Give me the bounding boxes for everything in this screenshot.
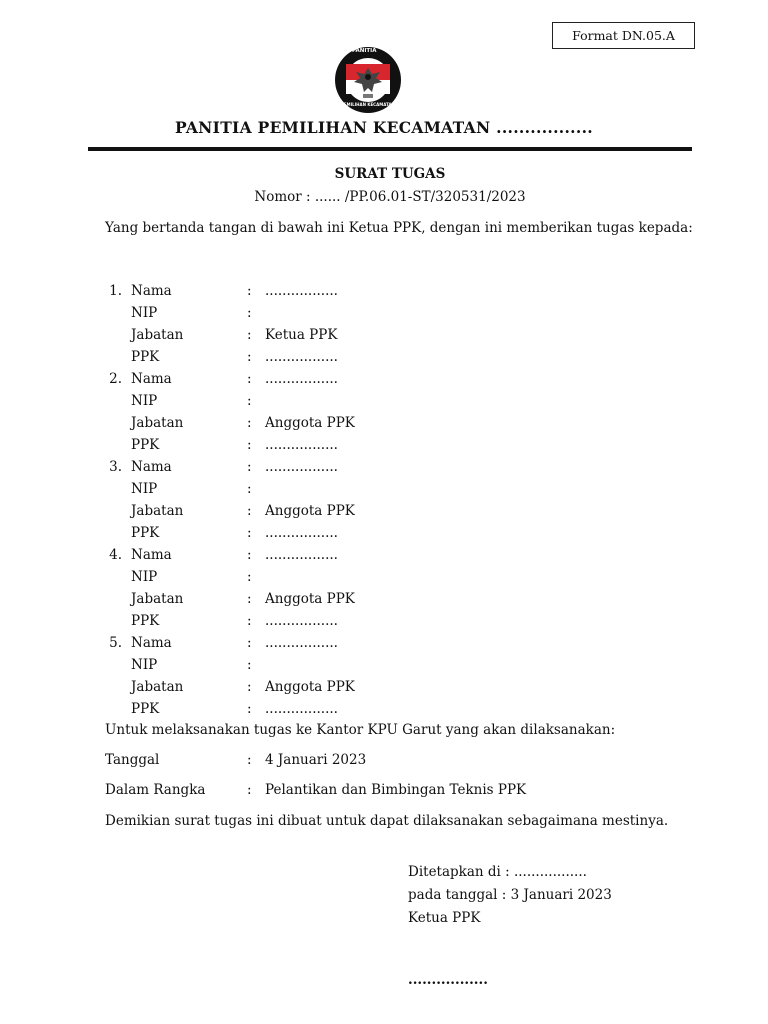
member-ppk-value: ................. (265, 349, 338, 365)
member-name-value: ................. (265, 547, 338, 563)
member-name-value: ................. (265, 371, 338, 387)
member-position-colon: : (247, 591, 252, 607)
signature-role: Ketua PPK (408, 910, 481, 926)
purpose-text: Untuk melaksanakan tugas ke Kantor KPU Garut yang akan dilaksanakan: (105, 722, 616, 738)
member-nip-label: NIP (131, 481, 158, 497)
member-nip-label: NIP (131, 393, 158, 409)
format-code: Format DN.05.A (572, 28, 675, 43)
member-nip-colon: : (247, 481, 252, 497)
date-colon: : (247, 752, 252, 768)
member-ppk-label: PPK (131, 613, 160, 629)
context-colon: : (247, 782, 252, 798)
member-name-colon: : (247, 635, 252, 651)
member-number: 5. (109, 635, 122, 651)
header-divider (88, 147, 692, 151)
member-ppk-label: PPK (131, 701, 160, 717)
member-ppk-value: ................. (265, 525, 338, 541)
member-ppk-label: PPK (131, 437, 160, 453)
member-number: 4. (109, 547, 122, 563)
member-position-colon: : (247, 327, 252, 343)
letter-title: SURAT TUGAS (334, 166, 446, 182)
member-number: 1. (109, 283, 122, 299)
member-nip-colon: : (247, 393, 252, 409)
member-name-label: Nama (131, 459, 172, 475)
member-position-value: Anggota PPK (265, 415, 355, 431)
member-position-value: Anggota PPK (265, 503, 355, 519)
member-ppk-colon: : (247, 613, 252, 629)
member-number: 2. (109, 371, 122, 387)
signature-date: pada tanggal : 3 Januari 2023 (408, 887, 612, 903)
member-name-label: Nama (131, 547, 172, 563)
member-nip-colon: : (247, 657, 252, 673)
closing-paragraph: Demikian surat tugas ini dibuat untuk dapat dilaksanakan sebagaimana mestinya. (105, 813, 669, 829)
committee-title: PANITIA PEMILIHAN KECAMATAN ................. (175, 118, 593, 137)
member-position-colon: : (247, 503, 252, 519)
member-nip-colon: : (247, 305, 252, 321)
member-ppk-colon: : (247, 701, 252, 717)
date-value: 4 Januari 2023 (265, 752, 367, 768)
member-ppk-value: ................. (265, 613, 338, 629)
member-position-label: Jabatan (131, 503, 184, 519)
logo-text-bottom: PEMILIHAN KECAMATAN (341, 102, 395, 107)
context-value: Pelantikan dan Bimbingan Teknis PPK (265, 782, 527, 798)
format-code-box (552, 22, 695, 49)
member-ppk-colon: : (247, 437, 252, 453)
member-ppk-colon: : (247, 349, 252, 365)
member-name-label: Nama (131, 371, 172, 387)
member-name-colon: : (247, 459, 252, 475)
member-ppk-colon: : (247, 525, 252, 541)
date-label: Tanggal (105, 752, 160, 768)
member-name-colon: : (247, 283, 252, 299)
member-ppk-label: PPK (131, 349, 160, 365)
member-position-label: Jabatan (131, 415, 184, 431)
signature-place: Ditetapkan di : ................. (408, 864, 587, 880)
member-position-label: Jabatan (131, 327, 184, 343)
member-nip-label: NIP (131, 305, 158, 321)
opening-paragraph: Yang bertanda tangan di bawah ini Ketua PPK, dengan ini memberikan tugas kepada: (105, 220, 693, 236)
signatory-name: ................. (408, 972, 488, 988)
member-position-colon: : (247, 415, 252, 431)
member-nip-label: NIP (131, 657, 158, 673)
member-number: 3. (109, 459, 122, 475)
member-ppk-value: ................. (265, 437, 338, 453)
logo-text-top: PANITIA (352, 48, 377, 54)
context-label: Dalam Rangka (105, 782, 206, 798)
member-position-value: Ketua PPK (265, 327, 338, 343)
member-name-value: ................. (265, 283, 338, 299)
member-position-value: Anggota PPK (265, 591, 355, 607)
member-ppk-value: ................. (265, 701, 338, 717)
member-name-colon: : (247, 371, 252, 387)
member-position-colon: : (247, 679, 252, 695)
member-name-label: Nama (131, 283, 172, 299)
member-nip-colon: : (247, 569, 252, 585)
member-nip-label: NIP (131, 569, 158, 585)
member-name-value: ................. (265, 459, 338, 475)
member-ppk-label: PPK (131, 525, 160, 541)
member-position-value: Anggota PPK (265, 679, 355, 695)
member-position-label: Jabatan (131, 591, 184, 607)
letter-number: Nomor : ...... /PP.06.01-ST/320531/2023 (254, 189, 526, 205)
member-name-label: Nama (131, 635, 172, 651)
member-name-colon: : (247, 547, 252, 563)
member-position-label: Jabatan (131, 679, 184, 695)
member-name-value: ................. (265, 635, 338, 651)
